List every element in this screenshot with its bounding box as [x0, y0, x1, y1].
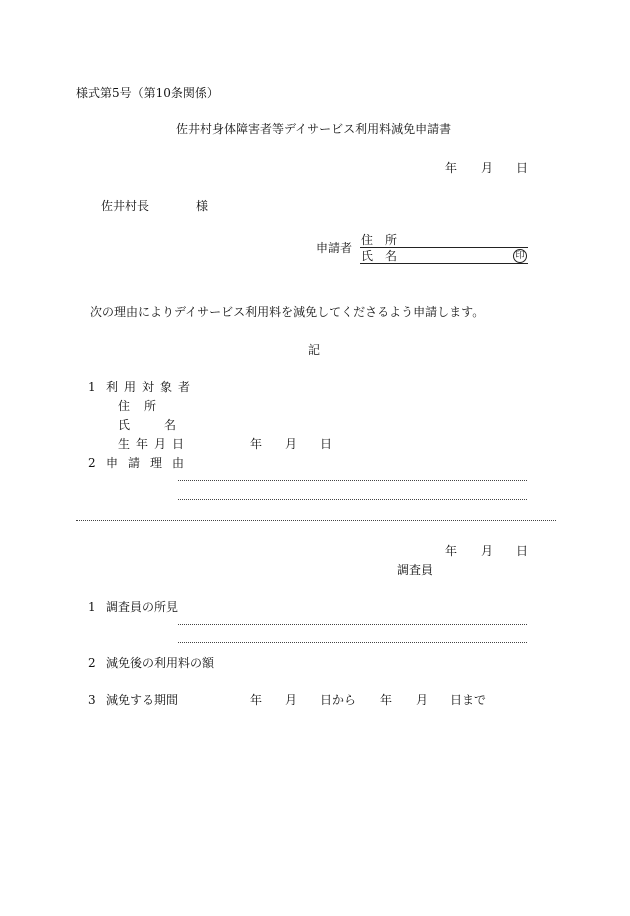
applicant-address-line[interactable]	[360, 247, 528, 248]
recipient-honorific: 様	[196, 199, 209, 213]
findings-line-2[interactable]	[178, 642, 527, 643]
item1-label: 利用対象者	[106, 380, 197, 394]
dob-month: 月	[285, 437, 298, 451]
inv-item2-label: 減免後の利用料の額	[106, 656, 215, 670]
request-statement: 次の理由によりデイサービス利用料を減免してくださるよう申請します。	[90, 305, 485, 319]
period-year-2: 年	[380, 693, 393, 707]
applicant-label: 申請者	[316, 241, 353, 255]
page-title: 佐井村身体障害者等デイサービス利用料減免申請書	[176, 122, 452, 136]
inv-item3-label: 減免する期間	[106, 693, 179, 707]
inv-date-month: 月	[481, 544, 494, 558]
inv-item1-number: 1	[88, 600, 96, 614]
inv-item2-number: 2	[88, 656, 96, 670]
dob-year: 年	[250, 437, 263, 451]
period-day-until: 日まで	[450, 693, 487, 707]
inv-date-day: 日	[516, 544, 529, 558]
reason-line-1[interactable]	[178, 480, 527, 481]
findings-line-1[interactable]	[178, 624, 527, 625]
subject-dob-label: 生年月日	[118, 437, 191, 451]
period-month-2: 月	[416, 693, 429, 707]
date-month: 月	[481, 161, 494, 175]
reason-line-2[interactable]	[178, 499, 527, 500]
subject-name-label: 氏名	[118, 418, 211, 432]
recipient-name: 佐井村長	[101, 199, 150, 213]
form-number: 様式第5号（第10条関係）	[76, 86, 219, 100]
applicant-name-label: 氏 名	[361, 249, 398, 263]
inv-date-year: 年	[445, 544, 458, 558]
item2-number: 2	[88, 456, 96, 470]
subject-address-label: 住所	[118, 399, 171, 413]
item1-number: 1	[88, 380, 96, 394]
investigator-label: 調査員	[397, 563, 434, 577]
period-day-from: 日から	[320, 693, 357, 707]
section-divider	[76, 520, 556, 521]
period-month-1: 月	[285, 693, 298, 707]
seal-mark: 印	[513, 249, 527, 263]
date-day: 日	[516, 161, 529, 175]
item2-label: 申請理由	[106, 456, 195, 470]
date-year: 年	[445, 161, 458, 175]
period-year-1: 年	[250, 693, 263, 707]
inv-item1-label: 調査員の所見	[106, 600, 179, 614]
applicant-name-line[interactable]	[360, 263, 528, 264]
ki-heading: 記	[308, 343, 321, 357]
dob-day: 日	[320, 437, 333, 451]
applicant-address-label: 住 所	[361, 233, 398, 247]
inv-item3-number: 3	[88, 693, 96, 707]
